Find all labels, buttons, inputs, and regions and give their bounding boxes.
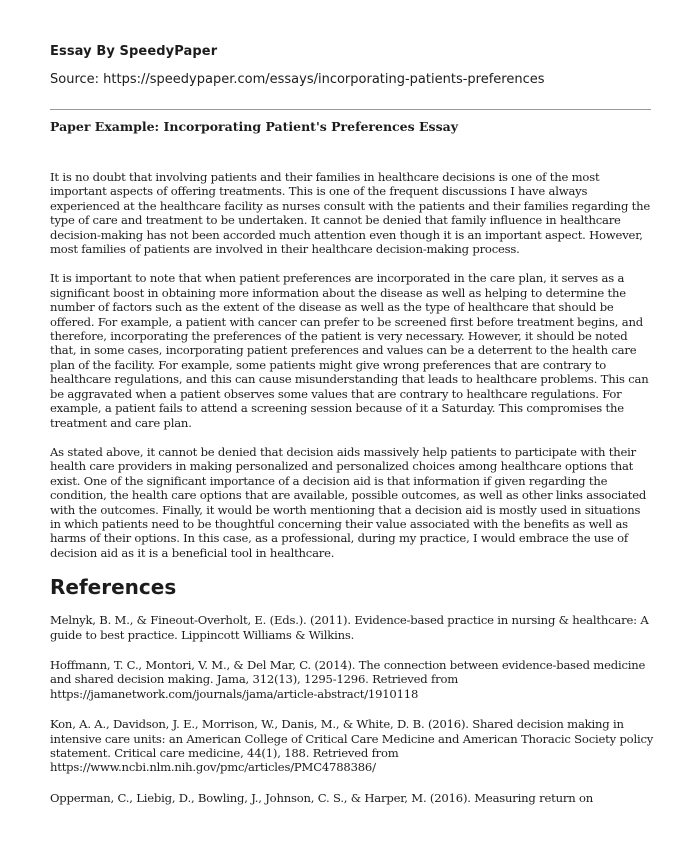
reference-item-1: Melnyk, B. M., & Fineout-Overholt, E. (Eds.). (2011). Evidence-based practice in nursing & healthcare: A guide to best practice. Lippincott Williams & Wilkins. [50,613,649,642]
source-line: Source: https://speedypaper.com/essays/incorporating-patients-preferences [50,72,545,87]
paper-title: Paper Example: Incorporating Patient's Preferences Essay [50,119,458,134]
paragraph-2: It is important to note that when patient preferences are incorporated in the care plan, it serves as a significant boost in obtaining more information about the disease as well as helping to determine the number of factors such as the extent of the disease as well as the type of healthcare that should be offered. For example, a patient with cancer can prefer to be screened first before treatment begins, and therefore, incorporating the preferences of the patient is very necessary. However, it should be noted that, in some cases, incorporating patient preferences and values can be a deterrent to the health care plan of the facility. For example, some patients might give wrong preferences that are contrary to healthcare regulations, and this can cause misunderstanding that leads to healthcare problems. This can be aggravated when a patient observes some values that are contrary to healthcare regulations. For example, a patient fails to attend a screening session because of it a Saturday. This compromises the treatment and care plan. [50,271,649,430]
reference-item-3: Kon, A. A., Davidson, J. E., Morrison, W., Danis, M., & White, D. B. (2016). Shared decision making in intensive care units: an American College of Critical Care Medicine and American Thoracic Society policy statement. Critical care medicine, 44(1), 188. Retrieved from https://www.ncbi.nlm.nih.gov/pmc/articles/PMC4788386/ [50,717,654,775]
header-divider [50,109,651,110]
essay-by-label: Essay By SpeedyPaper [50,44,218,59]
reference-item-4: Opperman, C., Liebig, D., Bowling, J., Johnson, C. S., & Harper, M. (2016). Measuring return on [50,790,593,805]
references-heading: References [50,575,177,600]
essay-body [50,170,654,821]
paragraph-1: It is no doubt that involving patients and their families in healthcare decisions is one of the most important aspects of offering treatments. This is one of the frequent discussions I have always experienced at the healthcare facility as nurses consult with the patients and their families regarding the type of care and treatment to be undertaken. It cannot be denied that family influence in healthcare decision-making has not been accorded much attention even though it is an important aspect. However, most families of patients are involved in their healthcare decision-making process. [50,170,651,257]
paragraph-3: As stated above, it cannot be denied that decision aids massively help patients to participate with their health care providers in making personalized and personalized choices among healthcare options that exist. One of the significant importance of a decision aid is that information if given regarding the condition, the health care options that are available, possible outcomes, as well as other links associated with the outcomes. Finally, it would be worth mentioning that a decision aid is mostly used in situations in which patients need to be thoughtful concerning their value associated with the benefits as well as harms of their options. In this case, as a professional, during my practice, I would embrace the use of decision aid as it is a beneficial tool in healthcare. [50,444,647,560]
reference-item-2: Hoffmann, T. C., Montori, V. M., & Del Mar, C. (2014). The connection between evidence-based medicine and shared decision making. Jama, 312(13), 1295-1296. Retrieved from https://jamanetwork.com/journals/jama/article-abstract/1910118 [50,657,646,701]
